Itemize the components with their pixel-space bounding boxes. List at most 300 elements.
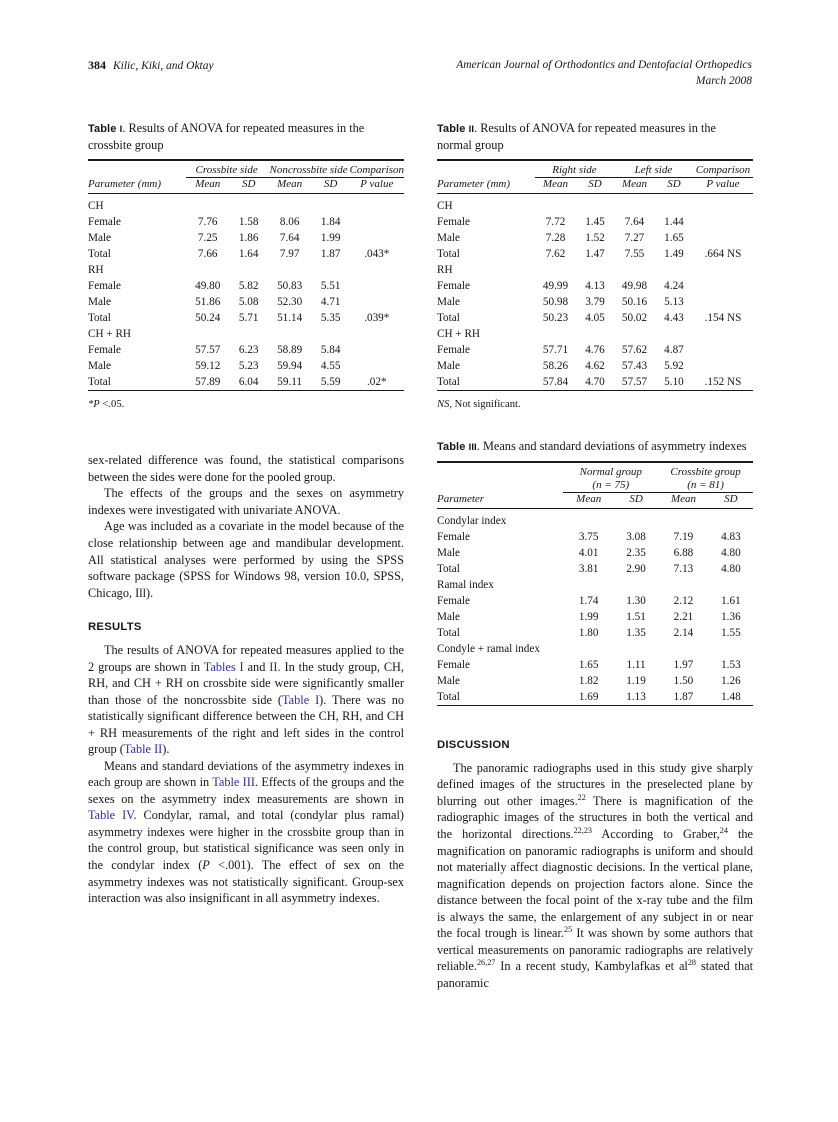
results-p2-seg-c: . Condylar, ramal, and total (condylar plus ramal) asymmetry indexes were higher in the crossbite group than in the control group, but statistical significance was seen only in the condylar index (	[88, 808, 404, 873]
row-value: 2.90	[626, 562, 646, 575]
table-2-col-header-5: P value	[706, 178, 740, 191]
row-value	[563, 641, 614, 657]
row-value: 7.66	[197, 248, 218, 261]
table-3-col-header-0: Parameter	[437, 492, 485, 505]
row-value: 4.83	[721, 530, 741, 543]
table-1-caption	[88, 120, 404, 154]
row-value	[614, 194, 655, 215]
table-3-column-header-row	[437, 492, 753, 505]
row-label: Female	[88, 216, 121, 229]
table-3-col-header-2: SD	[629, 492, 643, 505]
link-table-ii-a[interactable]: II	[269, 659, 278, 674]
disc-seg-f: In a recent study, Kambylafkas et al	[495, 959, 688, 974]
table-1-footnote-text: <.05.	[99, 399, 125, 411]
row-value: 1.86	[238, 232, 259, 245]
row-value: 50.24	[195, 312, 221, 325]
table-row	[437, 529, 753, 545]
row-value: 58.26	[542, 360, 569, 373]
row-value	[614, 577, 658, 593]
citation-26-27[interactable]: 26,27	[476, 958, 496, 968]
results-p1-seg-b: and	[243, 659, 270, 674]
row-value: 57.57	[621, 376, 648, 389]
row-value: 1.55	[721, 626, 741, 639]
row-value: 1.64	[238, 248, 259, 261]
table-2-col-header-0: Parameter (mm)	[437, 178, 511, 191]
disc-seg-d: the magnification on panoramic radiographs is uniform and should not materially affect diagnostic decisions. In the vertical plane, magnification depends on projection factors alone. Since the distance between the focal point of the x-ray tube and the film is always the same, the enlargement of any subject in or near the focal trough is linear.	[437, 827, 753, 941]
row-value: 1.82	[578, 674, 599, 687]
table-2-group-header-2: Comparison	[693, 164, 753, 178]
discussion-heading: DISCUSSION	[437, 738, 510, 751]
row-value: 4.70	[585, 376, 605, 389]
row-value: 7.64	[624, 216, 645, 229]
row-value: 49.80	[195, 280, 221, 293]
row-value: 50.16	[621, 296, 648, 309]
row-value: 7.28	[545, 232, 566, 245]
page-folio: 384	[88, 58, 106, 72]
citation-25[interactable]: 25	[563, 925, 573, 935]
row-value: 7.55	[624, 248, 645, 261]
row-value: 1.97	[673, 658, 694, 671]
running-head	[88, 58, 752, 89]
table-3-col-header-1: Mean	[576, 492, 602, 505]
table-2	[437, 159, 753, 394]
row-value	[268, 262, 312, 278]
row-label: CH	[437, 200, 453, 213]
running-head-right	[456, 58, 752, 89]
table-row	[437, 246, 753, 262]
table-3-col-header-3: Mean	[670, 492, 696, 505]
row-value: 4.55	[320, 360, 341, 373]
row-label: Total	[437, 248, 460, 261]
row-value	[186, 262, 230, 278]
row-value: 1.45	[585, 216, 605, 229]
row-value: 50.83	[277, 280, 303, 293]
table-1-col-header-0: Parameter (mm)	[88, 178, 162, 191]
row-pvalue	[350, 262, 404, 278]
row-value: 1.50	[673, 674, 694, 687]
row-value: 57.71	[542, 344, 569, 357]
table-2-body	[437, 194, 753, 391]
table-row	[437, 609, 753, 625]
row-value: 7.97	[279, 248, 300, 261]
right-column	[437, 120, 753, 991]
row-value	[655, 262, 693, 278]
row-value: 1.51	[626, 610, 646, 623]
row-label: Male	[437, 360, 460, 373]
results-p2-seg-b: . Effects of the groups and the sexes on the asymmetry index measurements are shown in	[88, 775, 404, 806]
table-3-group-header-1	[658, 466, 753, 493]
table-3-caption	[437, 438, 753, 455]
table-1-group-header-0: Crossbite side	[186, 164, 268, 178]
table-2-group-header-1: Left side	[614, 164, 693, 178]
row-value: 1.84	[320, 216, 341, 229]
row-value	[576, 262, 614, 278]
table-3	[437, 461, 753, 709]
row-label: Female	[437, 594, 470, 607]
row-label: Total	[437, 626, 460, 639]
table-row	[88, 214, 404, 230]
row-value: 1.48	[721, 690, 741, 703]
row-value: 1.49	[664, 248, 684, 261]
row-value: 3.79	[585, 296, 605, 309]
table-2-group-header-0: Right side	[535, 164, 614, 178]
row-pvalue	[693, 262, 753, 278]
row-value: 3.08	[626, 530, 646, 543]
row-value: 4.24	[664, 280, 684, 293]
table-3-group-header-0	[563, 466, 658, 493]
table-1-footnote-symbol: *P	[88, 399, 100, 411]
results-p1-seg-a: The results of ANOVA for repeated measures applied to the 2 groups are shown in	[88, 643, 404, 674]
row-pvalue	[693, 278, 753, 294]
citation-28[interactable]: 28	[687, 958, 697, 968]
table-row	[88, 326, 404, 342]
row-value: 49.99	[542, 280, 569, 293]
table-row	[437, 689, 753, 706]
citation-22-23[interactable]: 22,23	[573, 825, 592, 835]
row-pvalue: .043*	[364, 248, 390, 261]
link-table-iv[interactable]: Table IV	[88, 808, 134, 823]
table-2-label: Table II	[437, 123, 475, 135]
row-value	[230, 194, 268, 215]
row-value: 52.30	[277, 296, 303, 309]
row-pvalue: .154 NS	[704, 312, 742, 325]
row-label: Female	[88, 344, 121, 357]
table-row	[88, 230, 404, 246]
table-row	[88, 342, 404, 358]
row-value: 1.65	[578, 658, 599, 671]
row-value: 58.89	[277, 344, 303, 357]
row-value	[230, 326, 268, 342]
row-value: 49.98	[621, 280, 648, 293]
results-heading: RESULTS	[88, 621, 142, 634]
citation-22[interactable]: 22	[577, 792, 586, 802]
row-value	[655, 194, 693, 215]
row-value: 5.92	[664, 360, 684, 373]
row-value	[576, 194, 614, 215]
table-row	[437, 326, 753, 342]
table-3-group-1-count: (n = 81)	[687, 478, 724, 491]
row-value: 50.23	[542, 312, 569, 325]
table-1-col-header-5: P value	[360, 178, 394, 191]
row-label: Total	[437, 312, 460, 325]
table-row	[437, 508, 753, 529]
row-value: 57.43	[621, 360, 648, 373]
link-tables-i[interactable]: Tables I	[203, 659, 244, 674]
table-row	[437, 657, 753, 673]
row-value: 2.12	[673, 594, 694, 607]
table-row	[437, 374, 753, 391]
table-1-group-header-1: Noncrossbite side	[269, 164, 348, 177]
row-value: 1.47	[585, 248, 605, 261]
row-value: 1.74	[578, 594, 599, 607]
row-value: 4.87	[664, 344, 684, 357]
table-row	[88, 194, 404, 215]
row-label: Male	[437, 296, 460, 309]
row-value: 2.14	[673, 626, 694, 639]
table-1	[88, 159, 404, 394]
row-value: 5.08	[238, 296, 259, 309]
table-row	[437, 593, 753, 609]
row-value	[535, 194, 576, 215]
row-value: 57.62	[621, 344, 648, 357]
results-p2-seg-a: Means and standard deviations of the asymmetry indexes in each group are shown in	[88, 758, 404, 790]
row-value: 5.82	[238, 280, 259, 293]
row-label: Male	[437, 674, 460, 687]
row-label: Condylar index	[437, 514, 507, 527]
row-value	[614, 641, 658, 657]
row-pvalue	[693, 358, 753, 374]
table-row	[437, 294, 753, 310]
paragraph-age-covariate: Age was included as a covariate in the model because of the close relationship between age and mandibular development. All statistical analyses were performed by using the SPSS software package (SPSS for Windows 98, version 10.0, SPSS, Chicago, Ill).	[88, 519, 404, 600]
row-value: 3.75	[578, 530, 599, 543]
table-1-col-header-3: Mean	[277, 178, 303, 191]
row-pvalue	[350, 294, 404, 310]
table-row	[437, 545, 753, 561]
table-3-label: Table III	[437, 441, 477, 454]
journal-title: American Journal of Orthodontics and Dentofacial Orthopedics	[456, 59, 752, 71]
row-value: 4.13	[585, 280, 605, 293]
row-pvalue	[350, 278, 404, 294]
table-3-caption-text: . Means and standard deviations of asymmetry indexes	[476, 439, 747, 454]
row-value: 5.13	[664, 296, 684, 309]
row-value: 1.26	[721, 674, 741, 687]
row-value: 5.35	[320, 312, 341, 325]
row-value: 4.80	[721, 562, 741, 575]
row-value: 4.76	[585, 344, 605, 357]
row-value	[230, 262, 268, 278]
row-value: 7.64	[279, 232, 300, 245]
row-value: 59.12	[195, 360, 221, 373]
row-pvalue	[693, 214, 753, 230]
row-value: 5.10	[664, 376, 684, 389]
row-pvalue	[693, 342, 753, 358]
results-p1-seg-e: ).	[162, 742, 170, 757]
table-row	[88, 374, 404, 391]
table-row	[88, 310, 404, 326]
disc-seg-b: There is magnification of the radiographic images of the structures in both the vertical and the horizontal directions.	[437, 793, 753, 841]
row-value: 50.02	[621, 312, 648, 325]
row-value: 2.35	[626, 546, 646, 559]
table-row	[437, 641, 753, 657]
table-row	[437, 358, 753, 374]
table-1-numeral: I	[119, 124, 123, 135]
row-label: Total	[437, 690, 460, 703]
results-p2-p-italic: P	[202, 858, 210, 873]
link-table-iii[interactable]: Table III	[212, 775, 255, 790]
row-value: 1.80	[578, 626, 599, 639]
row-pvalue	[693, 294, 753, 310]
row-value: 57.84	[542, 376, 569, 389]
table-row	[88, 358, 404, 374]
row-value	[312, 194, 350, 215]
row-label: Female	[437, 530, 470, 543]
row-label: Total	[437, 562, 460, 575]
table-1-caption-text: . Results of ANOVA for repeated measures in the crossbite group	[88, 121, 365, 153]
row-value	[658, 577, 709, 593]
row-value: 1.65	[664, 232, 684, 245]
table-row	[437, 278, 753, 294]
table-2-caption-text: . Results of ANOVA for repeated measures in the normal group	[437, 121, 716, 153]
row-label: Female	[437, 344, 470, 357]
table-3-block	[437, 438, 753, 709]
row-value: 4.05	[585, 312, 605, 325]
row-label: Female	[437, 658, 470, 671]
row-value	[658, 508, 709, 529]
row-value: 57.89	[195, 376, 221, 389]
row-value	[614, 508, 658, 529]
table-2-footnote	[437, 394, 753, 410]
row-value: 1.87	[673, 690, 694, 703]
results-p2-seg-d: <.001). The effect of sex on the asymmetry indexes was not statistically significant. Group-sex interaction was also insignificant in all asymmetry indexes.	[88, 858, 404, 906]
table-row	[437, 577, 753, 593]
row-value: 6.23	[238, 344, 259, 357]
row-value: 1.13	[626, 690, 646, 703]
results-p1-seg-c: . In the study group, CH, RH, and CH + RH on crossbite side were significantly smaller than those of the noncrossbite side (	[88, 659, 405, 707]
table-1-body	[88, 194, 404, 391]
table-2-column-header-row	[437, 178, 753, 191]
table-row	[88, 278, 404, 294]
row-value: 1.52	[585, 232, 605, 245]
link-table-ii-b[interactable]: Table II	[123, 742, 163, 757]
table-3-numeral: III	[468, 442, 477, 454]
table-1-column-header-row	[88, 178, 404, 191]
row-label: Total	[88, 312, 111, 325]
row-label: Male	[437, 546, 460, 559]
row-value: 7.72	[545, 216, 566, 229]
results-p1-seg-d: ). There was no statistically significant difference between the CH, RH, and CH + RH measurements of the right and left sides in the control group (	[88, 692, 404, 757]
table-2-footnote-text: , Not significant.	[449, 399, 521, 411]
row-value	[709, 577, 753, 593]
row-value: 4.62	[585, 360, 605, 373]
table-1-col-header-2: SD	[241, 178, 256, 191]
table-row	[88, 262, 404, 278]
left-column	[88, 120, 404, 907]
citation-24[interactable]: 24	[719, 825, 728, 835]
table-1-group-header-2: Comparison	[349, 164, 404, 177]
row-value: 1.53	[721, 658, 741, 671]
row-value	[563, 577, 614, 593]
table-1-col-header-4: SD	[323, 178, 338, 191]
link-table-i[interactable]: Table I	[282, 692, 320, 707]
row-label: CH + RH	[437, 328, 480, 341]
row-value: 1.87	[320, 248, 341, 261]
row-label: Total	[437, 376, 460, 389]
table-2-col-header-2: SD	[588, 178, 602, 191]
row-value	[268, 326, 312, 342]
row-value: 1.44	[664, 216, 684, 229]
row-value: 1.35	[626, 626, 646, 639]
table-row	[437, 342, 753, 358]
table-3-group-header-row	[437, 466, 753, 493]
row-value: 4.43	[664, 312, 684, 325]
table-row	[88, 294, 404, 310]
row-label: Male	[88, 232, 111, 245]
row-label: Male	[437, 610, 460, 623]
row-value: 57.57	[195, 344, 221, 357]
row-pvalue	[693, 230, 753, 246]
paragraph-effects: The effects of the groups and the sexes on asymmetry indexes were investigated with univariate ANOVA.	[88, 486, 404, 517]
row-value: 4.71	[320, 296, 341, 309]
row-value	[576, 326, 614, 342]
row-label: RH	[88, 264, 104, 277]
table-2-col-header-4: SD	[667, 178, 681, 191]
row-value	[655, 326, 693, 342]
row-label: RH	[437, 264, 453, 277]
table-2-block	[437, 120, 753, 410]
table-row	[437, 194, 753, 215]
row-value	[186, 194, 230, 215]
table-2-col-header-1: Mean	[542, 178, 569, 191]
table-row	[437, 262, 753, 278]
discussion-paragraph-1	[437, 760, 753, 991]
row-value: 5.23	[238, 360, 259, 373]
table-3-body	[437, 508, 753, 705]
row-value: 1.30	[626, 594, 646, 607]
row-value: 6.88	[673, 546, 694, 559]
row-value	[658, 641, 709, 657]
row-value	[535, 262, 576, 278]
row-value: 1.36	[721, 610, 741, 623]
row-value: 5.59	[320, 376, 341, 389]
paragraph-continued: sex-related difference was found, the statistical comparisons between the sides were done for the pooled group.	[88, 453, 404, 484]
row-value: 1.99	[320, 232, 341, 245]
row-value: 1.69	[578, 690, 599, 703]
row-pvalue: .039*	[364, 312, 390, 325]
disc-seg-e: It was shown by some authors that vertical measurements on panoramic radiographs are relatively reliable.	[437, 926, 753, 974]
row-value	[614, 326, 655, 342]
table-row	[88, 246, 404, 262]
table-2-numeral: II	[468, 124, 475, 135]
running-head-authors: Kilic, Kiki, and Oktay	[113, 60, 214, 72]
table-2-caption	[437, 120, 753, 154]
row-label: CH + RH	[88, 328, 131, 341]
results-paragraph-2	[88, 758, 404, 907]
table-1-footnote	[88, 394, 404, 410]
table-row	[437, 310, 753, 326]
table-2-col-header-3: Mean	[621, 178, 647, 191]
row-pvalue	[350, 194, 404, 215]
row-label: Male	[437, 232, 460, 245]
row-value: 8.06	[279, 216, 300, 229]
row-value: 59.11	[277, 376, 303, 389]
row-value: 3.81	[578, 562, 599, 575]
table-1-col-header-1: Mean	[195, 178, 221, 191]
row-value: 2.21	[673, 610, 694, 623]
table-row	[437, 673, 753, 689]
row-label: Female	[88, 280, 121, 293]
row-pvalue	[350, 342, 404, 358]
row-value: 5.84	[320, 344, 341, 357]
row-label: Female	[437, 216, 470, 229]
row-value: 1.11	[626, 658, 646, 671]
row-pvalue: .02*	[366, 376, 387, 389]
row-value	[614, 262, 655, 278]
table-row	[437, 561, 753, 577]
row-value: 7.25	[197, 232, 218, 245]
row-label: Female	[437, 280, 470, 293]
row-value: 6.04	[238, 376, 259, 389]
row-value	[709, 641, 753, 657]
row-value: 7.13	[673, 562, 694, 575]
row-value: 51.14	[277, 312, 303, 325]
row-pvalue	[350, 214, 404, 230]
table-2-footnote-symbol: NS	[437, 399, 450, 411]
row-value	[563, 508, 614, 529]
table-2-group-header-row	[437, 164, 753, 178]
table-3-group-0-count: (n = 75)	[592, 478, 630, 491]
row-pvalue	[350, 326, 404, 342]
row-value: 50.98	[542, 296, 569, 309]
